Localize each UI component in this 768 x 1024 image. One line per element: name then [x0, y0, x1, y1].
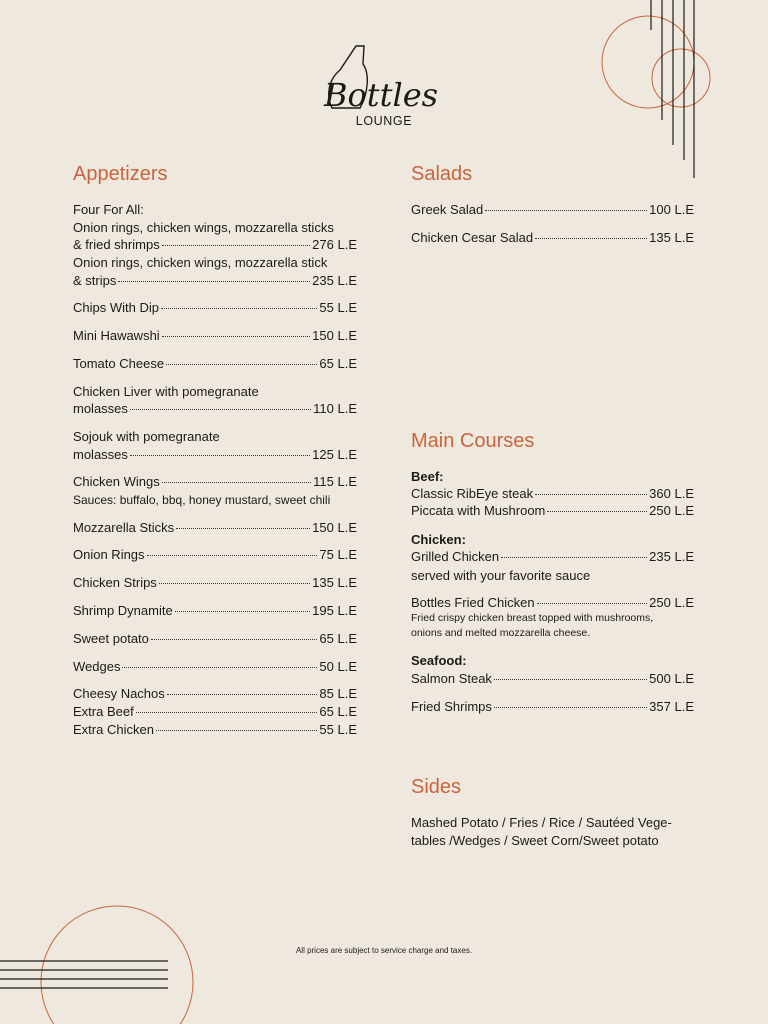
beef-subheading: Beef: — [411, 469, 444, 484]
leader-dots — [535, 238, 647, 239]
four-for-all-option1-desc: Onion rings, chicken wings, mozzarella sticks — [73, 220, 334, 235]
leader-dots — [494, 679, 647, 680]
item-name: Grilled Chicken — [411, 549, 500, 564]
leader-dots — [485, 210, 647, 211]
leader-dots — [535, 494, 647, 495]
menu-item — [73, 272, 357, 289]
item-price: 65 L.E — [319, 356, 357, 371]
item-name-line1: Chicken Liver with pomegranate — [73, 384, 259, 399]
item-name: Greek Salad — [411, 202, 484, 217]
menu-item — [73, 236, 357, 253]
menu-item — [73, 327, 357, 344]
leader-dots — [151, 639, 318, 640]
item-name: Chips With Dip — [73, 300, 159, 315]
chicken-subheading: Chicken: — [411, 532, 466, 547]
leader-dots — [122, 667, 317, 668]
leader-dots — [494, 707, 647, 708]
leader-dots — [130, 409, 311, 410]
item-name: molasses — [73, 447, 128, 462]
item-price: 500 L.E — [649, 671, 694, 686]
item-price: 250 L.E — [649, 595, 694, 610]
item-price: 75 L.E — [319, 547, 357, 562]
main-courses-heading: Main Courses — [411, 430, 535, 452]
menu-item — [73, 473, 357, 490]
salads-heading: Salads — [411, 163, 473, 185]
item-name: Mini Hawawshi — [73, 328, 160, 343]
item-name: Bottles Fried Chicken — [411, 595, 535, 610]
menu-item — [411, 594, 694, 611]
item-name: Wedges — [73, 659, 121, 674]
item-price: 55 L.E — [319, 722, 357, 737]
item-name: & strips — [73, 273, 117, 288]
logo-script: Bottles — [324, 76, 439, 114]
item-price: 276 L.E — [312, 237, 357, 252]
item-name: Extra Chicken — [73, 722, 154, 737]
item-name: Chicken Strips — [73, 575, 157, 590]
item-note: Sauces: buffalo, bbq, honey mustard, sweet chili — [73, 493, 331, 507]
leader-dots — [147, 555, 318, 556]
item-price: 360 L.E — [649, 486, 694, 501]
item-name: molasses — [73, 401, 128, 416]
item-name: & fried shrimps — [73, 237, 160, 252]
item-name: Fried Shrimps — [411, 699, 492, 714]
item-price: 135 L.E — [649, 230, 694, 245]
leader-dots — [547, 511, 647, 512]
item-name: Classic RibEye steak — [411, 486, 534, 501]
menu-item — [411, 698, 694, 715]
item-price: 250 L.E — [649, 503, 694, 518]
item-name: Mozzarella Sticks — [73, 520, 175, 535]
leader-dots — [175, 611, 310, 612]
menu-item — [73, 721, 357, 738]
item-price: 150 L.E — [312, 328, 357, 343]
menu-item — [411, 201, 694, 218]
menu-item — [73, 574, 357, 591]
seafood-subheading: Seafood: — [411, 653, 467, 668]
menu-item — [73, 630, 357, 647]
sides-list-line2: tables /Wedges / Sweet Corn/Sweet potato — [411, 833, 659, 848]
item-price: 65 L.E — [319, 631, 357, 646]
menu-item — [411, 485, 694, 502]
menu-item — [73, 355, 357, 372]
item-price: 55 L.E — [319, 300, 357, 315]
leader-dots — [162, 482, 311, 483]
item-price: 235 L.E — [312, 273, 357, 288]
item-name: Piccata with Mushroom — [411, 503, 546, 518]
leader-dots — [501, 557, 647, 558]
menu-item — [73, 446, 357, 463]
menu-item — [411, 229, 694, 246]
leader-dots — [130, 455, 310, 456]
item-price: 85 L.E — [319, 686, 357, 701]
item-price: 110 L.E — [313, 401, 357, 416]
appetizers-heading: Appetizers — [73, 163, 168, 185]
leader-dots — [537, 603, 648, 604]
leader-dots — [167, 694, 318, 695]
leader-dots — [176, 528, 310, 529]
menu-item — [73, 519, 357, 536]
menu-item — [73, 658, 357, 675]
top-right-small-circle — [652, 49, 710, 107]
item-price: 115 L.E — [313, 474, 357, 489]
footer-note: All prices are subject to service charge and taxes. — [295, 946, 473, 955]
leader-dots — [118, 281, 310, 282]
item-name: Cheesy Nachos — [73, 686, 165, 701]
item-price: 65 L.E — [319, 704, 357, 719]
menu-item — [411, 670, 694, 687]
item-note: served with your favorite sauce — [411, 568, 591, 583]
item-price: 357 L.E — [649, 699, 694, 714]
item-price: 100 L.E — [649, 202, 694, 217]
item-name: Sweet potato — [73, 631, 149, 646]
leader-dots — [156, 730, 317, 731]
item-price: 135 L.E — [312, 575, 357, 590]
menu-item — [73, 400, 357, 417]
item-note: onions and melted mozzarella cheese. — [411, 627, 591, 639]
item-name-line1: Sojouk with pomegranate — [73, 429, 220, 444]
sides-heading: Sides — [411, 776, 462, 798]
leader-dots — [166, 364, 317, 365]
item-note: Fried crispy chicken breast topped with mushrooms, — [411, 612, 654, 624]
logo-subtitle: LOUNGE — [355, 114, 413, 128]
item-name: Tomato Cheese — [73, 356, 165, 371]
leader-dots — [159, 583, 310, 584]
menu-item — [73, 546, 357, 563]
sides-list-line1: Mashed Potato / Fries / Rice / Sautéed Vege- — [411, 815, 672, 830]
item-name: Chicken Wings — [73, 474, 160, 489]
menu-item — [73, 602, 357, 619]
item-price: 125 L.E — [312, 447, 357, 462]
menu-item — [73, 703, 357, 720]
item-price: 150 L.E — [312, 520, 357, 535]
leader-dots — [136, 712, 318, 713]
item-name: Extra Beef — [73, 704, 134, 719]
menu-item — [411, 502, 694, 519]
four-for-all-heading: Four For All: — [73, 202, 144, 217]
menu-item — [411, 548, 694, 565]
item-name: Chicken Cesar Salad — [411, 230, 534, 245]
item-name: Onion Rings — [73, 547, 145, 562]
item-price: 50 L.E — [319, 659, 357, 674]
four-for-all-option2-desc: Onion rings, chicken wings, mozzarella stick — [73, 255, 328, 270]
bottom-left-circle — [41, 906, 193, 1024]
item-price: 195 L.E — [312, 603, 357, 618]
leader-dots — [162, 245, 310, 246]
menu-item — [73, 299, 357, 316]
item-price: 235 L.E — [649, 549, 694, 564]
item-name: Shrimp Dynamite — [73, 603, 173, 618]
leader-dots — [161, 308, 317, 309]
leader-dots — [162, 336, 310, 337]
top-right-large-circle — [602, 16, 694, 108]
item-name: Salmon Steak — [411, 671, 492, 686]
menu-item — [73, 685, 357, 702]
